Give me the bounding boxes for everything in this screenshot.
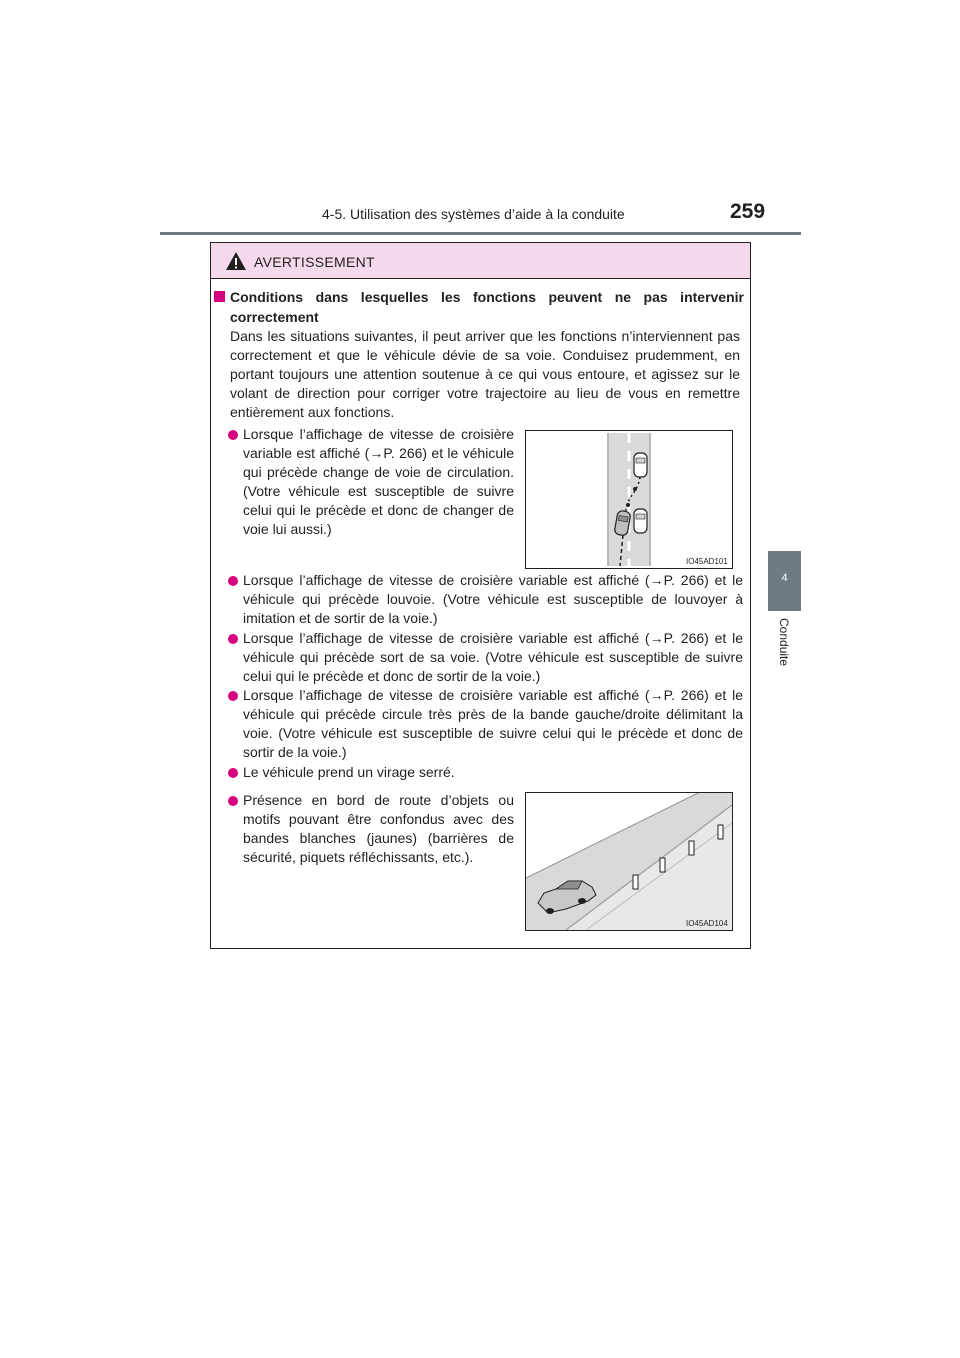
list-item: Lorsque l’affichage de vitesse de croisière variable est affiché (→P. 266) et le véhicule qui précède louvoie. (Votre véhicule est susceptible de louvoyer à imitation et de sortir de la voie.)	[243, 572, 743, 626]
warning-title: AVERTISSEMENT	[254, 254, 375, 270]
list-item: Lorsque l’affichage de vitesse de croisière variable est affiché (→P. 266) et le véhicule qui précède change de voie de circulation. (Votre véhicule est susceptible de suivre celui qui le précède et donc de changer de voie lui aussi.)	[243, 426, 514, 537]
section-square-icon	[214, 291, 225, 302]
warning-heading: Conditions dans lesquelles les fonctions peuvent ne pas intervenir correctement	[230, 289, 744, 325]
bullet-icon	[228, 796, 238, 806]
list-item: Lorsque l’affichage de vitesse de croisière variable est affiché (→P. 266) et le véhicule qui précède circule très près de la bande gauche/droite délimitant la voie. (Votre véhicule est susceptible de suivre celui qui le précède et donc de sortir de la voie.)	[243, 687, 743, 760]
bullet-icon	[228, 634, 238, 644]
warning-intro: Dans les situations suivantes, il peut arriver que les fonctions n’interviennent pas correctement et que le véhicule dévie de sa voie. Conduisez prudemment, en portant toujours une attention soutenue à ce qui vous entoure, et agissez sur le volant de direction pour corriger votre trajectoire au lieu de vous en remettre entièrement aux fonctions.	[230, 328, 740, 420]
list-item: Présence en bord de route d’objets ou motifs pouvant être confondus avec des bandes blanches (jaunes) (barrières de sécurité, piquets réfléchissants, etc.).	[243, 792, 514, 865]
roadside-objects-illustration	[526, 793, 732, 930]
lane-change-illustration	[526, 431, 732, 568]
warning-triangle-icon	[225, 251, 247, 271]
figure-code: IO45AD101	[686, 557, 728, 566]
section-title: 4-5. Utilisation des systèmes d’aide à la conduite	[322, 206, 625, 222]
header-rule	[160, 232, 801, 235]
bullet-icon	[228, 576, 238, 586]
figure-roadside-objects	[525, 792, 733, 931]
bullet-icon	[228, 430, 238, 440]
list-item: Lorsque l’affichage de vitesse de croisière variable est affiché (→P. 266) et le véhicule qui précède sort de sa voie. (Votre véhicule est susceptible de suivre celui qui le précède et donc de sortir de la voie.)	[243, 630, 743, 684]
chapter-label: Conduite	[777, 618, 791, 667]
figure-lane-change	[525, 430, 733, 569]
bullet-icon	[228, 691, 238, 701]
figure-code: IO45AD104	[686, 919, 728, 928]
list-item: Le véhicule prend un virage serré.	[243, 764, 455, 780]
page-number: 259	[730, 200, 766, 223]
bullet-icon	[228, 768, 238, 778]
chapter-number: 4	[781, 572, 788, 584]
